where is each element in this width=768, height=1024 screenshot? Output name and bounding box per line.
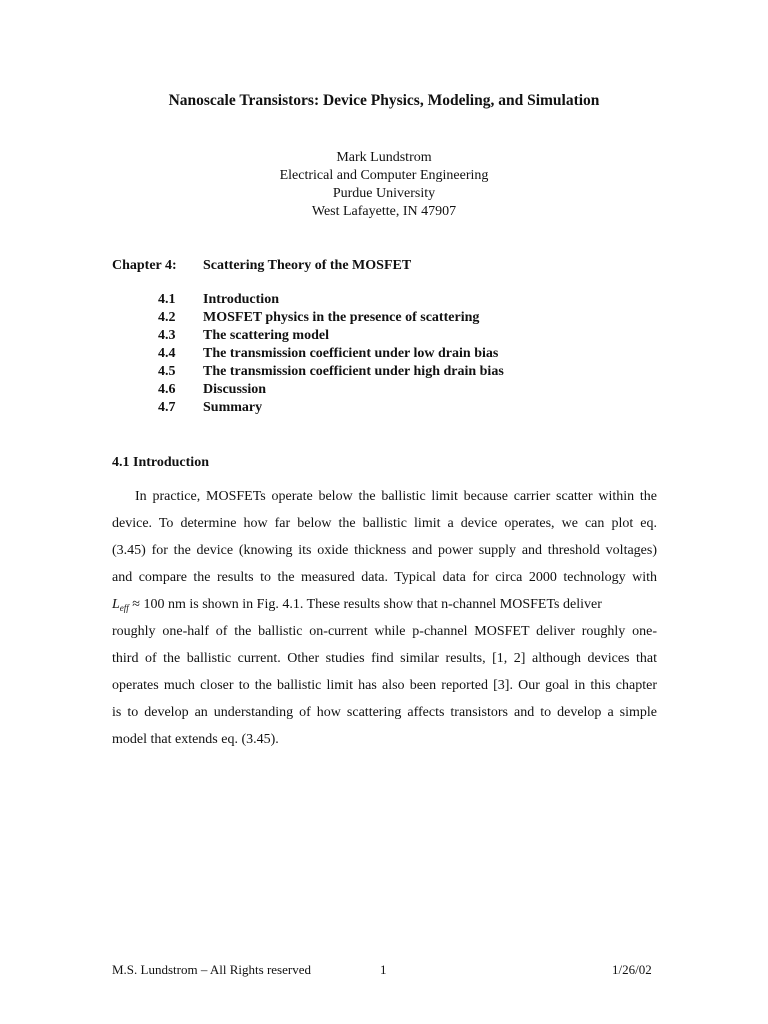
chapter-title: Scattering Theory of the MOSFET (203, 258, 412, 273)
toc-item-number: 4.2 (158, 310, 176, 325)
paragraph-line: third of the ballistic current. Other studies find similar results, [1, 2] although devices that (112, 651, 657, 666)
paragraph-line: device. To determine how far below the ballistic limit a device operates, we can plot eq. (112, 516, 657, 531)
toc-item-number: 4.7 (158, 400, 176, 415)
author-name: Mark Lundstrom (336, 150, 432, 165)
author-location: West Lafayette, IN 47907 (311, 204, 457, 219)
author-department: Electrical and Computer Engineering (279, 168, 489, 183)
paragraph-line: and compare the results to the measured data. Typical data for circa 2000 technology with (112, 570, 657, 585)
paragraph-line: In practice, MOSFETs operate below the ballistic limit because carrier scatter within the (135, 489, 657, 504)
paragraph-line-last: model that extends eq. (3.45). (112, 732, 279, 747)
toc-item (158, 328, 658, 346)
toc-item-number: 4.3 (158, 328, 176, 343)
toc-item-number: 4.1 (158, 292, 176, 307)
leff-line-text: ≈ 100 nm is shown in Fig. 4.1. These results show that n-channel MOSFETs deliver (128, 597, 602, 612)
toc-item-title: The scattering model (203, 328, 329, 343)
author-block (0, 149, 768, 221)
leff-subscript: eff (119, 603, 129, 613)
toc-item (158, 310, 658, 328)
chapter-number: Chapter 4: (112, 258, 177, 273)
paragraph-line: (3.45) for the device (knowing its oxide thickness and power supply and threshold voltages) (112, 543, 657, 558)
page-number: 1 (380, 962, 387, 977)
body-paragraph (112, 486, 657, 756)
toc-item (158, 400, 658, 418)
toc-item-title: The transmission coefficient under high drain bias (203, 364, 504, 379)
paragraph-line: is to develop an understanding of how scattering affects transistors and to develop a simple (112, 705, 657, 720)
toc-item (158, 382, 658, 400)
author-university: Purdue University (332, 186, 436, 201)
toc-item-title: Summary (203, 400, 263, 415)
paragraph-line: operates much closer to the ballistic limit has also been reported [3]. Our goal in this chapter (112, 678, 657, 693)
section-heading: 4.1 Introduction (112, 455, 209, 470)
toc-item (158, 292, 658, 310)
toc-item-title: The transmission coefficient under low drain bias (203, 346, 499, 361)
paragraph-line: roughly one-half of the ballistic on-current while p-channel MOSFET deliver roughly one- (112, 624, 657, 639)
toc-item-title: Discussion (203, 382, 267, 397)
toc-item-title: Introduction (203, 292, 279, 307)
paragraph-line-leff (112, 594, 657, 621)
document-title: Nanoscale Transistors: Device Physics, Modeling, and Simulation (168, 92, 600, 109)
toc-item-number: 4.6 (158, 382, 176, 397)
toc-item-title: MOSFET physics in the presence of scattering (203, 310, 480, 325)
toc-item (158, 364, 658, 382)
leff-letter: L (112, 597, 120, 612)
toc-item (158, 346, 658, 364)
footer-date: 1/26/02 (612, 962, 652, 977)
toc-item-number: 4.5 (158, 364, 176, 379)
footer-copyright: M.S. Lundstrom – All Rights reserved (112, 962, 311, 977)
toc-item-number: 4.4 (158, 346, 176, 361)
table-of-contents (158, 292, 658, 418)
leff-symbol (112, 597, 129, 612)
